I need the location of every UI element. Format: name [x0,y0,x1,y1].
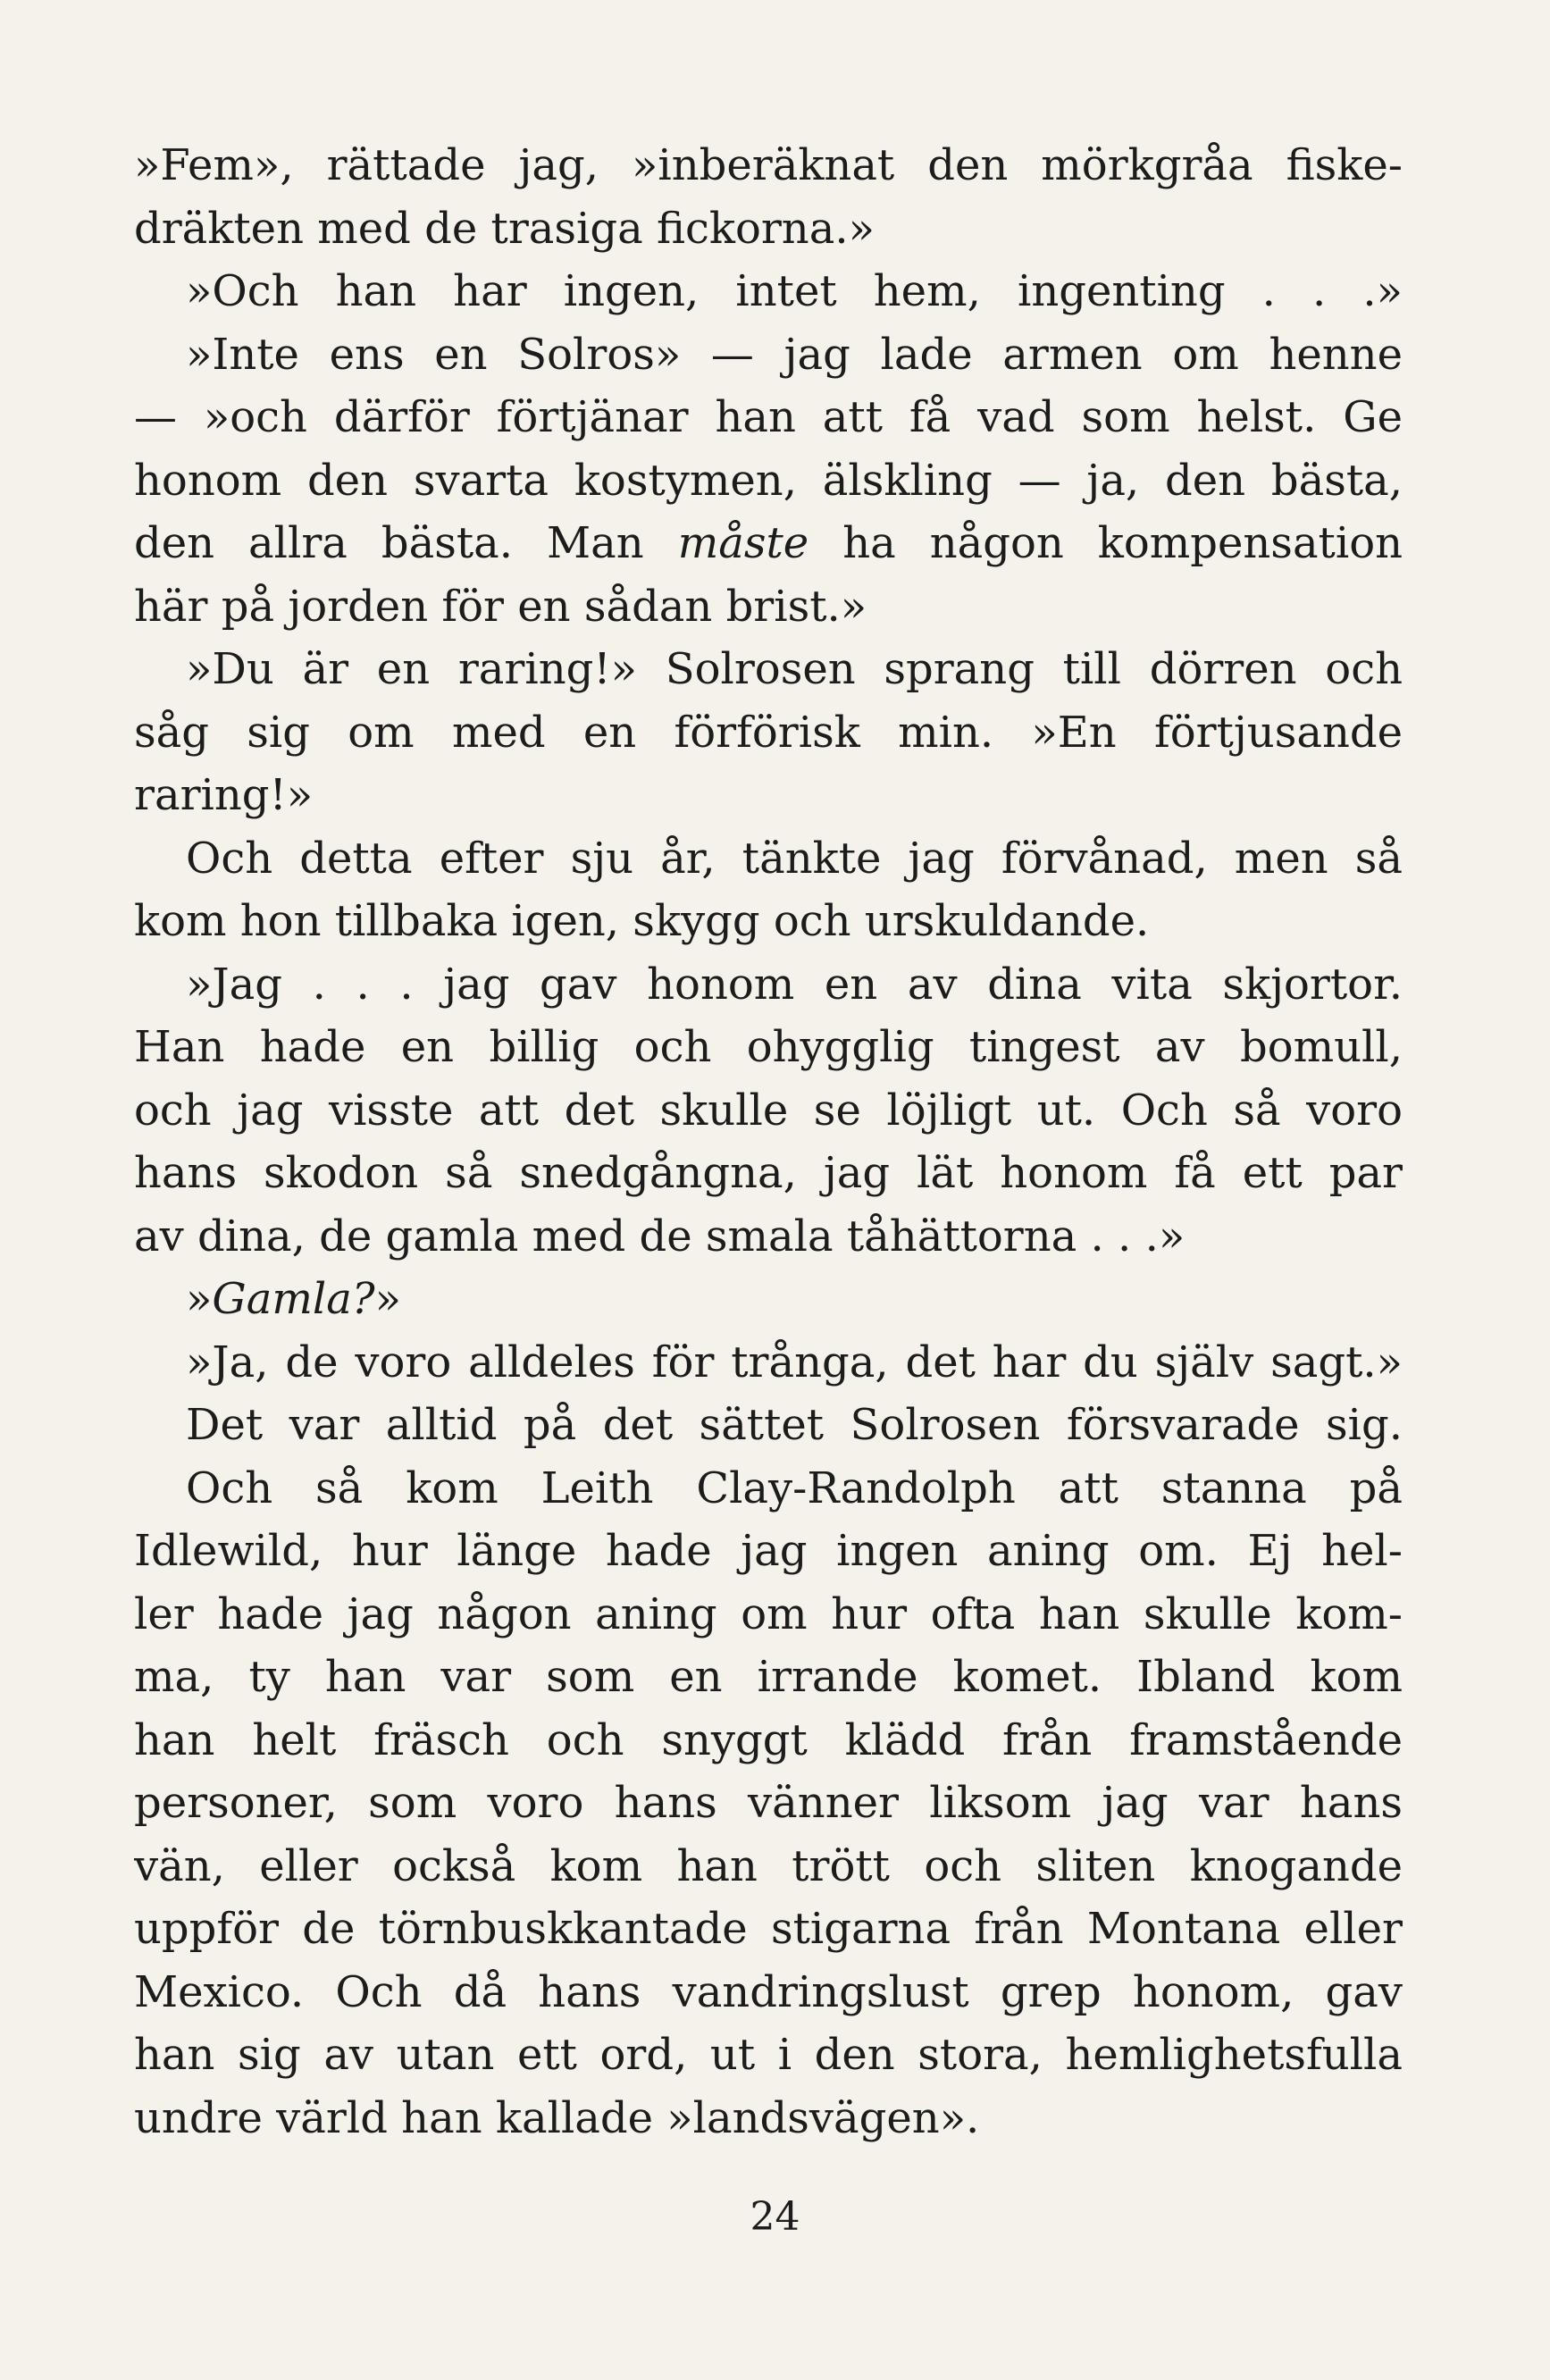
text-line: Mexico. Och då hans vandringslust grep honom, gav [134,1966,1403,2017]
text-line: raring!» [134,770,314,820]
text-line: såg sig om med en förförisk min. »En förtjusande [134,707,1403,758]
text-line: vän, eller också kom han trött och sliten knogande [134,1840,1403,1891]
quote-mark: » [374,1274,401,1324]
emphasized-word: måste [677,518,809,568]
text-line: Det var alltid på det sättet Solrosen försvarade sig. [186,1400,1403,1450]
text-line [134,1268,1403,1331]
text-line: hans skodon så snedgångna, jag lät honom få ett par [134,1148,1403,1198]
text-line: Idlewild, hur länge hade jag ingen aning om. Ej hel- [134,1526,1403,1576]
page-number: 24 [750,2194,800,2240]
text-line: »Och han har ingen, intet hem, ingenting . . .» [186,266,1403,316]
text-line: personer, som voro hans vänner liksom jag var hans [134,1778,1403,1828]
emphasized-word: Gamla? [212,1274,375,1324]
text-line: honom den svarta kostymen, älskling — ja, den bästa, [134,455,1403,506]
text-line: dräkten med de trasiga fickorna.» [134,203,875,254]
text-line: — »och därför förtjänar han att få vad som helst. Ge [134,392,1403,442]
quote-mark: » [186,1274,213,1324]
text-line: och jag visste att det skulle se löjligt ut. Och så voro [134,1085,1403,1136]
text-line: ler hade jag någon aning om hur ofta han skulle kom- [134,1588,1403,1639]
text-line: Han hade en billig och ohygglig tingest av bomull, [134,1022,1403,1072]
text-line: Och så kom Leith Clay-Randolph att stanna på [186,1462,1403,1513]
text-line: Och detta efter sju år, tänkte jag förvånad, men så [186,833,1403,884]
text-line: ma, ty han var som en irrande komet. Ibland kom [134,1652,1403,1702]
book-page-text [134,134,1403,2150]
text-line: »Ja, de voro alldeles för trånga, det har du själv sagt.» [186,1337,1403,1387]
text-line: kom hon tillbaka igen, skygg och urskuldande. [134,896,1150,946]
text-line: av dina, de gamla med de smala tåhättorna . . .» [134,1211,1186,1261]
text-line: här på jorden för en sådan brist.» [134,581,867,632]
text-line: »Jag . . . jag gav honom en av dina vita skjortor. [186,959,1403,1010]
text-line: »Du är en raring!» Solrosen sprang till dörren och [186,644,1403,694]
text-line: »Inte ens en Solros» — jag lade armen om henne [186,329,1403,380]
text-segment: ha någon kompensation [842,518,1403,568]
text-line: undre värld han kallade »landsvägen». [134,2092,980,2143]
text-line: »Fem», rättade jag, »inberäknat den mörkgråa fiske- [134,140,1403,190]
text-line [134,512,1403,575]
text-line: uppför de törnbuskkantade stigarna från Montana eller [134,1904,1403,1954]
text-line: han sig av utan ett ord, ut i den stora, hemlighetsfulla [134,2030,1403,2080]
text-segment: den allra bästa. Man [134,518,644,568]
text-line: han helt fräsch och snyggt klädd från framstående [134,1714,1403,1765]
